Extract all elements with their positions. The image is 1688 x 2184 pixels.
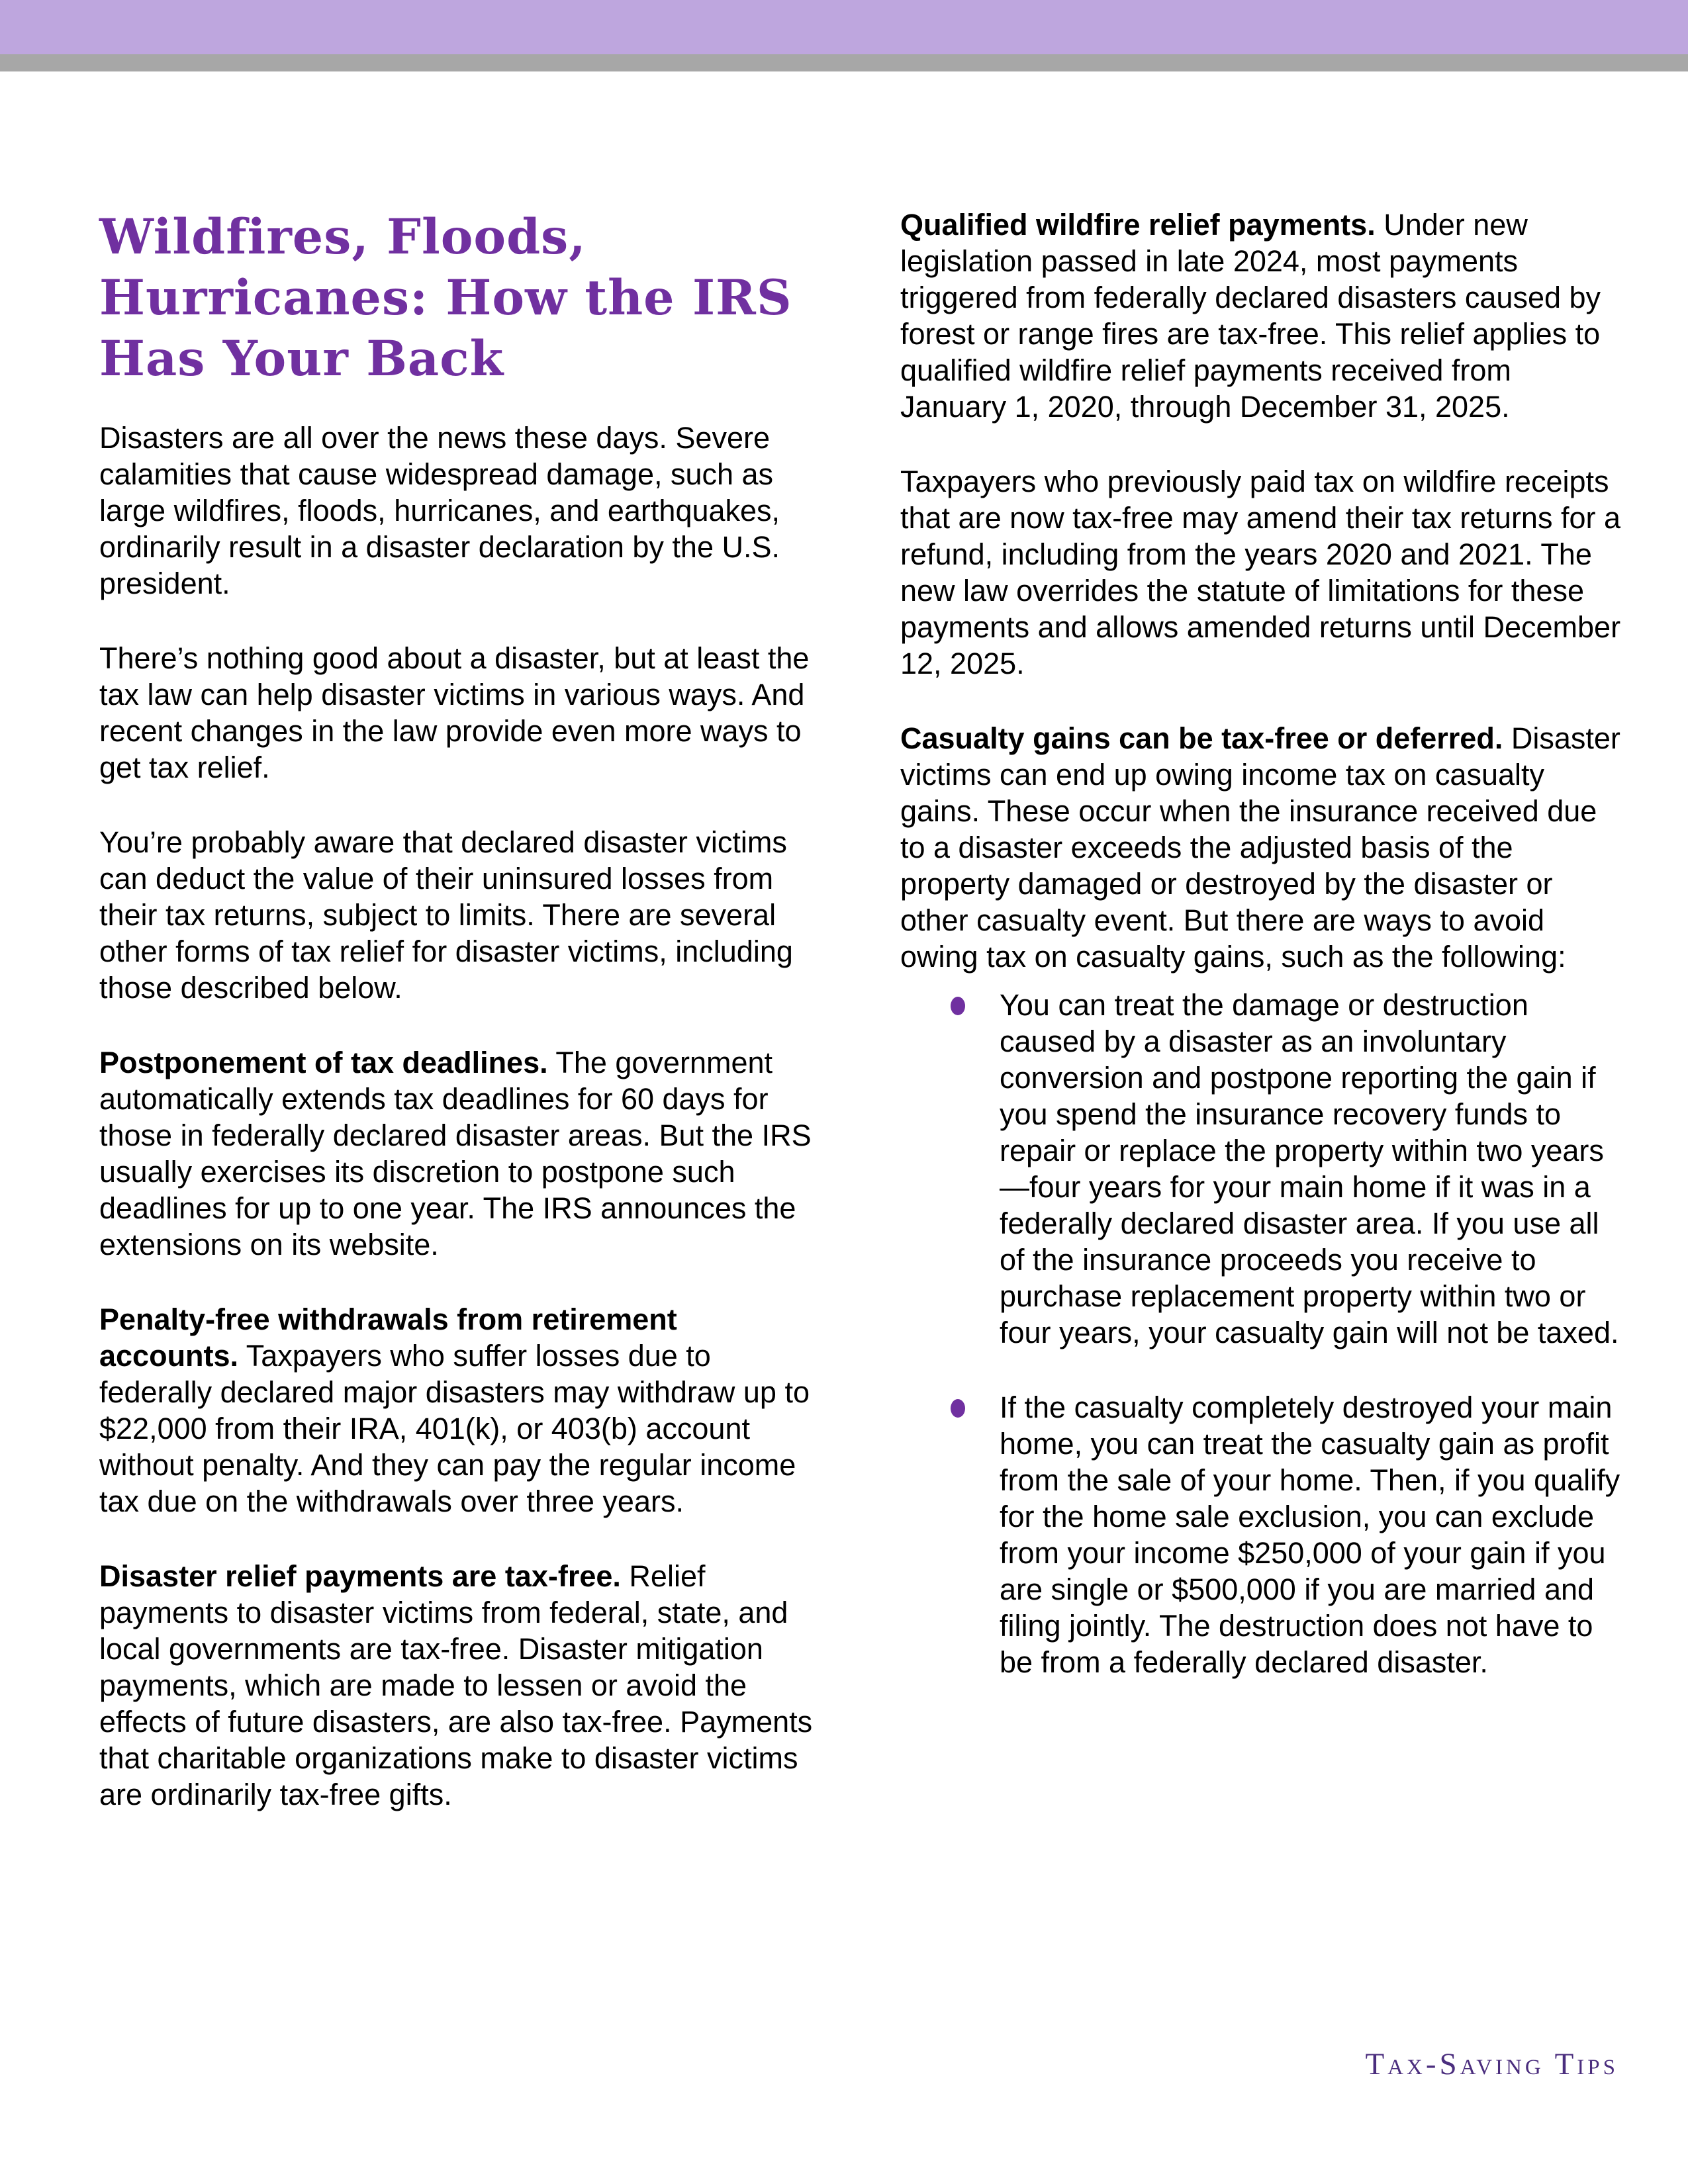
right-column-paragraphs (900, 206, 1622, 975)
paragraph-text: Disasters are all over the news these days. Severe calamities that cause widespread damage, such as large wildfires, floods, hurricanes, and earthquakes, ordinarily result in a disaster declaration by the U.S. president. (99, 421, 780, 600)
bullet-item (900, 1389, 1622, 1680)
paragraph (99, 1044, 821, 1263)
secondary-accent-bar (0, 54, 1688, 71)
bullet-dot-icon (951, 1399, 965, 1418)
paragraph (900, 206, 1622, 425)
title-line: Has Your Back (99, 330, 504, 387)
left-column (99, 206, 821, 1813)
paragraph-text: The government automatically extends tax deadlines for 60 days for those in federally declared disaster areas. But the IRS usually exercises its discretion to postpone such deadlines for up to one year. The IRS announces the extensions on its website. (99, 1046, 812, 1261)
paragraph-lead: Casualty gains can be tax-free or deferred. (900, 721, 1503, 755)
title-line: Hurricanes: How the IRS (99, 269, 792, 326)
bullet-item (900, 987, 1622, 1351)
paragraph-lead: Qualified wildfire relief payments. (900, 208, 1376, 242)
article-title (99, 206, 821, 389)
paragraph-lead: Disaster relief payments are tax-free. (99, 1559, 621, 1593)
paragraph (900, 720, 1622, 975)
paragraph-text: You’re probably aware that declared disaster victims can deduct the value of their uninsured losses from their tax returns, subject to limits. There are several other forms of tax relief for disaster victims, including those described below. (99, 825, 793, 1005)
top-accent-bar (0, 0, 1688, 54)
right-column (900, 206, 1622, 1813)
bullet-text: You can treat the damage or destruction caused by a disaster as an involuntary conversion and postpone reporting the gain if you spend the insurance recovery funds to repair or replace the property within two years—four years for your main home if it was in a federally declared disaster area. If you use all of the insurance proceeds you receive to purchase replacement property within two or four years, your casualty gain will not be taxed. (1000, 988, 1619, 1349)
paragraph-text: Taxpayers who previously paid tax on wildfire receipts that are now tax-free may amend their tax returns for a refund, including from the years 2020 and 2021. The new law overrides the statute of limitations for these payments and allows amended returns until December 12, 2025. (900, 465, 1621, 680)
paragraph-text: Disaster victims can end up owing income tax on casualty gains. These occur when the insurance received due to a disaster exceeds the adjusted basis of the property damaged or destroyed by the disaster or other casualty event. But there are ways to avoid owing tax on casualty gains, such as the following: (900, 721, 1620, 974)
paragraph-text: Under new legislation passed in late 2024, most payments triggered from federally declared disasters caused by forest or range fires are tax-free. This relief applies to qualified wildfire relief payments received from January 1, 2020, through December 31, 2025. (900, 208, 1601, 424)
page-content (99, 206, 1622, 1813)
paragraph (99, 1558, 821, 1813)
footer-brand: Tax-Saving Tips (1365, 2047, 1618, 2081)
paragraph (99, 420, 821, 602)
paragraph-text: Relief payments to disaster victims from federal, state, and local governments are tax-free. Disaster mitigation payments, which are made to lessen or avoid the effects of future disasters, are also tax-free. Payments that charitable organizations make to disaster victims are ordinarily tax-free gifts. (99, 1559, 813, 1811)
paragraph-lead: Penalty-free withdrawals from retirement accounts. (99, 1302, 677, 1373)
left-column-paragraphs (99, 420, 821, 1813)
paragraph (99, 824, 821, 1006)
bullet-text: If the casualty completely destroyed your main home, you can treat the casualty gain as profit from the sale of your home. Then, if you qualify for the home sale exclusion, you can exclude from your income $250,000 of your gain if you are single or $500,000 if you are married and filing jointly. The destruction does not have to be from a federally declared disaster. (1000, 1390, 1620, 1679)
paragraph (99, 640, 821, 786)
paragraph (99, 1301, 821, 1520)
bullet-dot-icon (951, 997, 965, 1015)
paragraph-text: There’s nothing good about a disaster, but at least the tax law can help disaster victims in various ways. And recent changes in the law provide even more ways to get tax relief. (99, 641, 810, 784)
title-line: Wildfires, Floods, (99, 208, 586, 265)
paragraph-text: Taxpayers who suffer losses due to federally declared major disasters may withdraw up to $22,000 from their IRA, 401(k), or 403(b) account without penalty. And they can pay the regular income tax due on the withdrawals over three years. (99, 1339, 810, 1518)
bullet-list (900, 987, 1622, 1680)
paragraph (900, 463, 1622, 682)
paragraph-lead: Postponement of tax deadlines. (99, 1046, 548, 1079)
